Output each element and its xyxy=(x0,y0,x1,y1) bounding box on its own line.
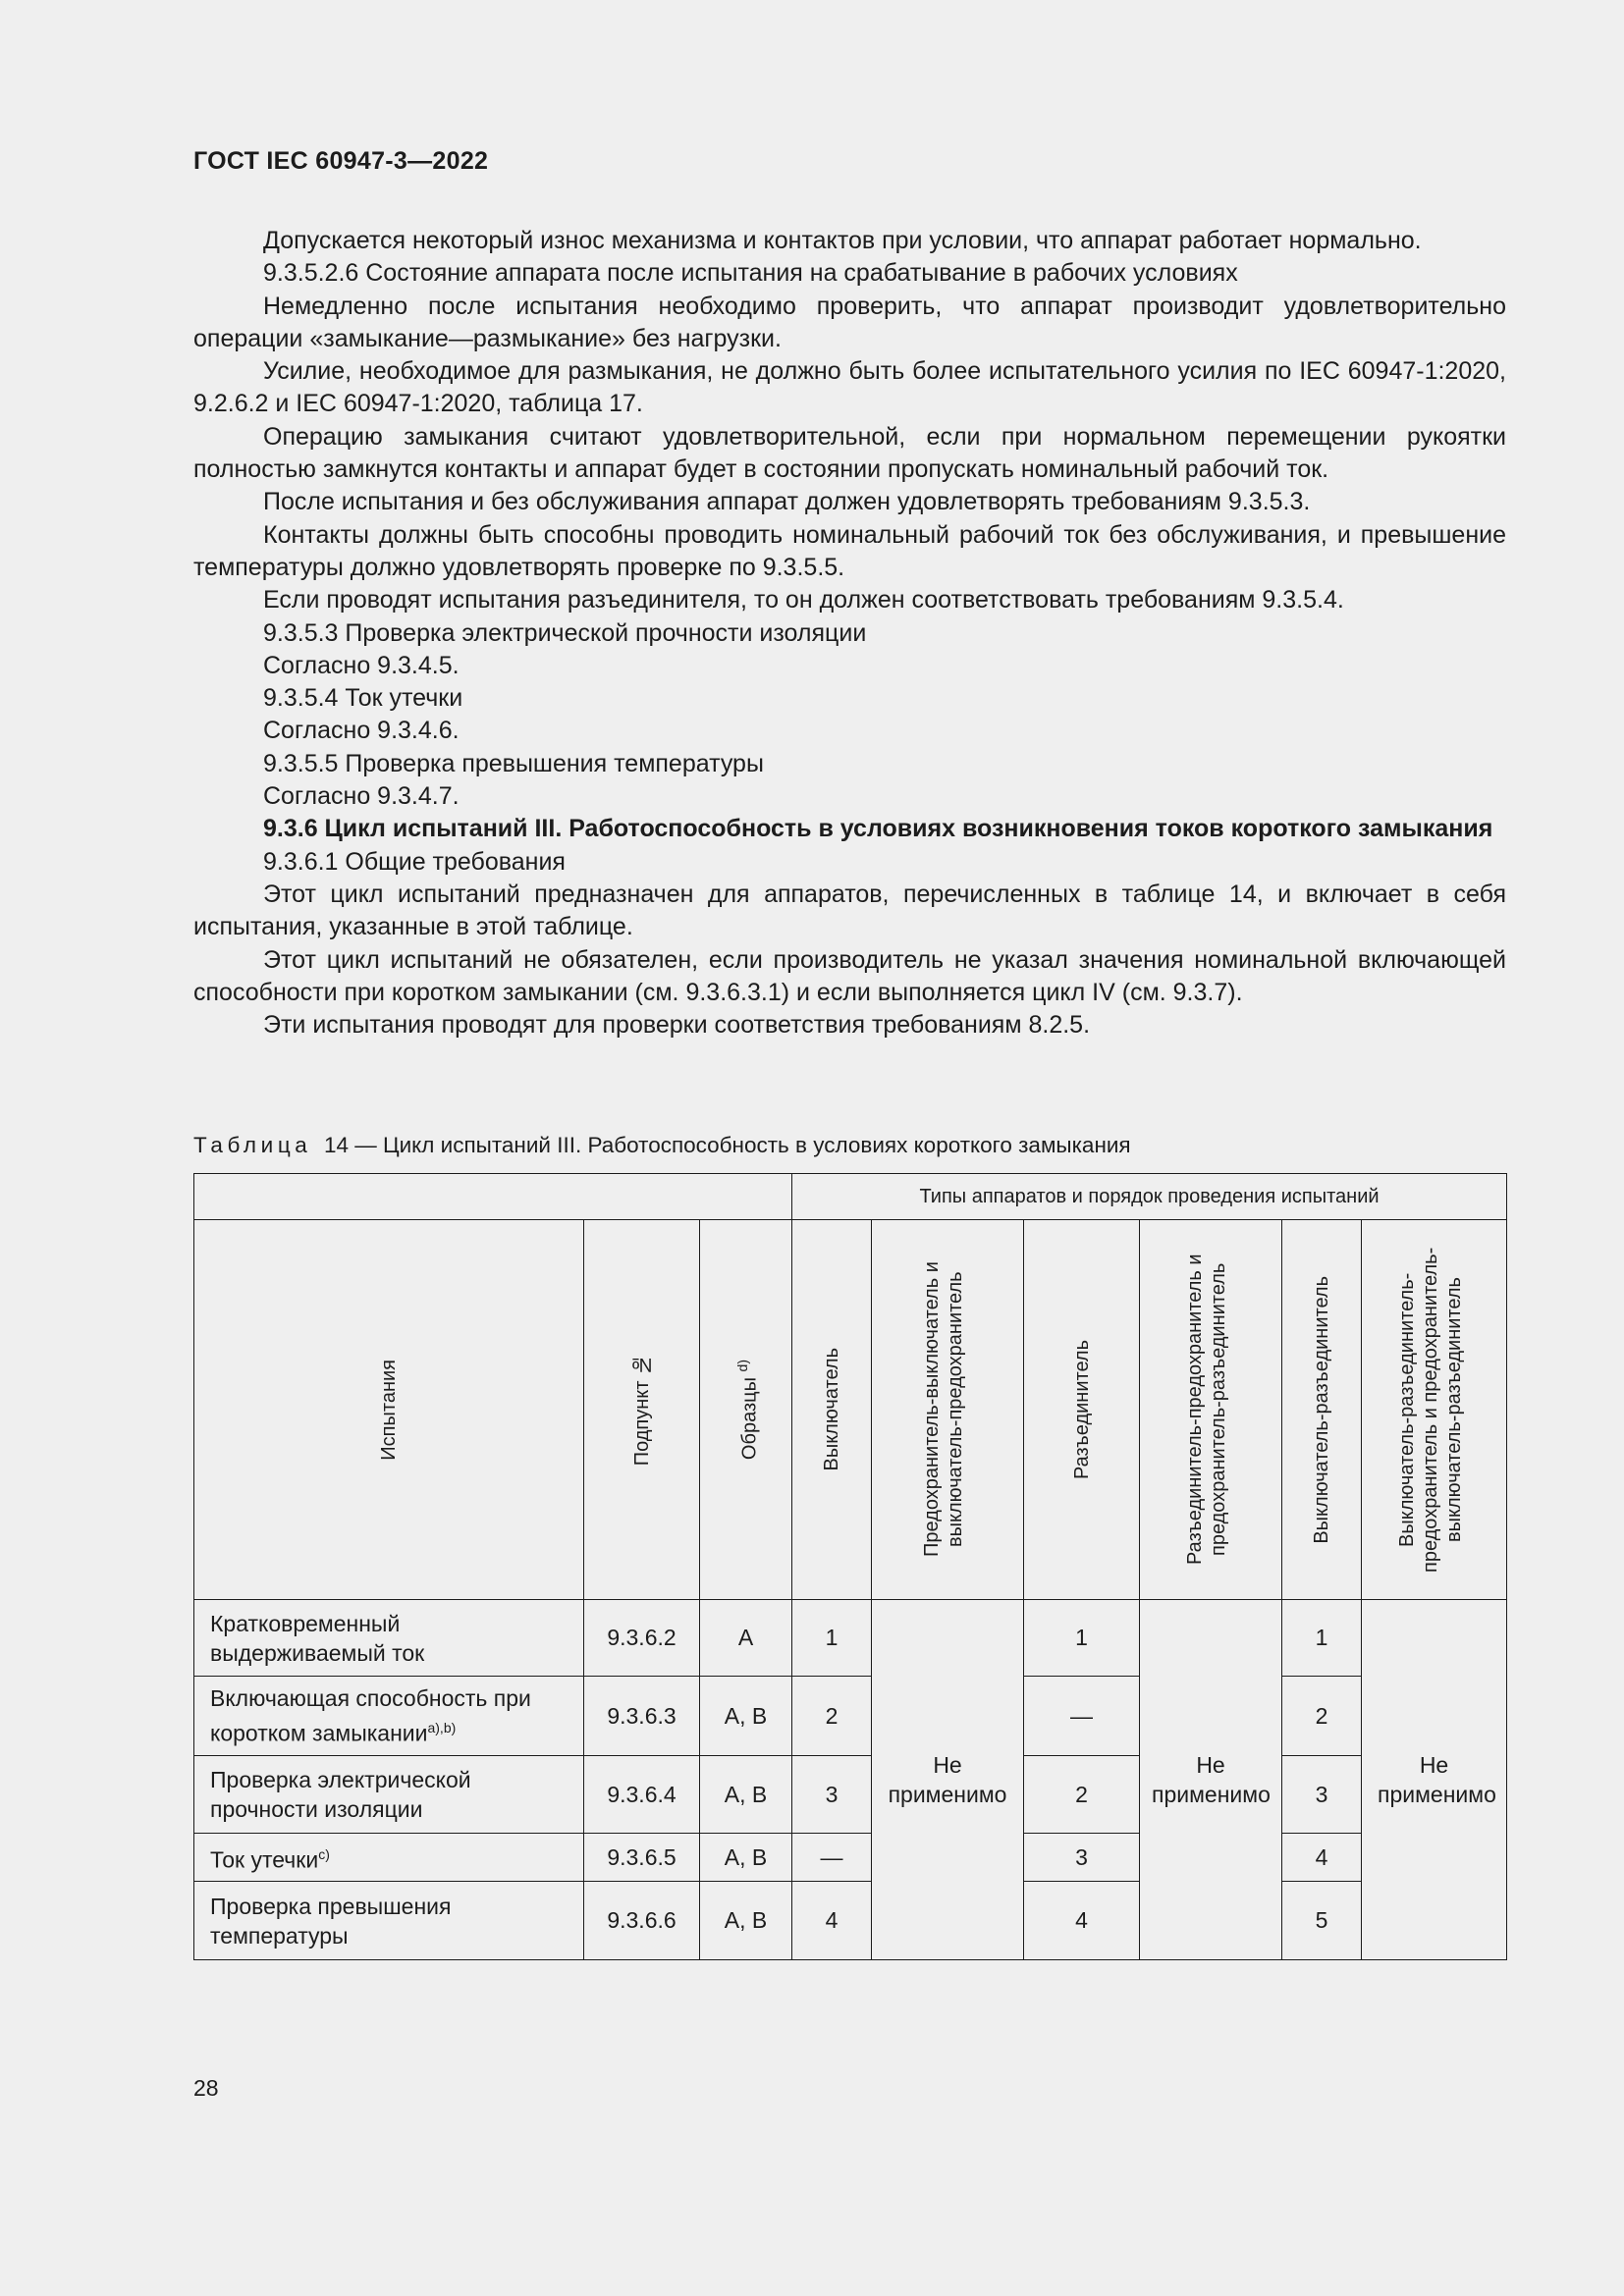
switch-order-cell: 2 xyxy=(792,1677,872,1756)
paragraph: 9.3.5.2.6 Состояние аппарата после испытания на срабатывание в рабочих условиях xyxy=(263,259,1238,288)
table-row xyxy=(194,1600,1507,1677)
col-header-switch-disconnector: Выключатель-разъединитель xyxy=(1282,1220,1362,1600)
col-header-disconnector: Разъединитель xyxy=(1024,1220,1140,1600)
test-name-cell: Кратковременный выдерживаемый ток xyxy=(194,1600,584,1677)
switch-order-cell: 3 xyxy=(792,1756,872,1834)
switch-disconnector-order-cell: 3 xyxy=(1282,1756,1362,1834)
switch-disconnector-order-cell: 1 xyxy=(1282,1600,1362,1677)
table-caption-word: Таблица xyxy=(193,1133,312,1157)
test-cycle-table xyxy=(193,1173,1507,1960)
samples-cell: A, B xyxy=(700,1834,792,1882)
table-row xyxy=(194,1834,1507,1882)
col-header-samples: Образцы $^{d)}$ xyxy=(700,1220,792,1600)
switch-disconnector-order-cell: 4 xyxy=(1282,1834,1362,1882)
test-name-cell: Проверка электрической прочности изоляции xyxy=(194,1756,584,1834)
clause-cell: 9.3.6.3 xyxy=(584,1677,700,1756)
col-header-fuse-disconnector: Разъединитель-предохранитель и предохранитель-разъединитель xyxy=(1140,1220,1282,1600)
col-header-clause: Подпункт № xyxy=(584,1220,700,1600)
paragraph: Этот цикл испытаний не обязателен, если производитель не указал значения номинальной включающей способности при коротком замыкании (см. 9.3.6.3.1) и если выполняется цикл IV (см. 9.3.7). xyxy=(193,945,1506,1006)
paragraph: Этот цикл испытаний предназначен для аппаратов, перечисленных в таблице 14, и включает в себя испытания, указанные в этой таблице. xyxy=(193,880,1506,941)
test-name-cell: Проверка превышения температуры xyxy=(194,1882,584,1960)
test-name-cell: Включающая способность при коротком замыкании$^{a),b)}$ xyxy=(194,1677,584,1756)
paragraph: После испытания и без обслуживания аппарат должен удовлетворять требованиям 9.3.5.3. xyxy=(263,488,1311,516)
samples-cell: A, B xyxy=(700,1677,792,1756)
clause-cell: 9.3.6.5 xyxy=(584,1834,700,1882)
paragraph: Согласно 9.3.4.6. xyxy=(263,717,460,745)
disconnector-order-cell: 2 xyxy=(1024,1756,1140,1834)
disconnector-order-cell: — xyxy=(1024,1677,1140,1756)
switch-order-cell: 1 xyxy=(792,1600,872,1677)
section-heading: 9.3.5.3 Проверка электрической прочности изоляции xyxy=(263,618,867,647)
header-blank-cell xyxy=(194,1174,792,1220)
col-header-test: Испытания xyxy=(194,1220,584,1600)
paragraph: Немедленно после испытания необходимо проверить, что аппарат производит удовлетворительно операции «замыкание—размыкание» без нагрузки. xyxy=(193,292,1506,352)
paragraph: Контакты должны быть способны проводить номинальный рабочий ток без обслуживания, и превышение температуры должно удовлетворять проверке по 9.3.5.5. xyxy=(193,520,1506,581)
clause-cell: 9.3.6.2 xyxy=(584,1600,700,1677)
samples-cell: A, B xyxy=(700,1882,792,1960)
table-caption-text: 14 — Цикл испытаний III. Работоспособность в условиях короткого замыкания xyxy=(323,1133,1131,1157)
body-text xyxy=(193,225,1506,1041)
disconnector-order-cell: 3 xyxy=(1024,1834,1140,1882)
paragraph: Согласно 9.3.4.7. xyxy=(263,782,460,811)
paragraph: Согласно 9.3.4.5. xyxy=(263,651,460,679)
switch-order-cell: 4 xyxy=(792,1882,872,1960)
disconnector-order-cell: 4 xyxy=(1024,1882,1140,1960)
disconnector-order-cell: 1 xyxy=(1024,1600,1140,1677)
paragraph: Операцию замыкания считают удовлетворительной, если при нормальном перемещении рукоятки полностью замкнутся контакты и аппарат будет в состоянии пропускать номинальный рабочий ток. xyxy=(193,422,1506,484)
table-row xyxy=(194,1677,1507,1756)
fuse-disconnector-not-applicable: Не применимо xyxy=(1140,1600,1282,1960)
switch-disconnector-fuse-not-applicable: Не применимо xyxy=(1362,1600,1507,1960)
samples-cell: A, B xyxy=(700,1756,792,1834)
col-header-fuse-switch: Предохранитель-выключатель и выключатель-предохранитель xyxy=(872,1220,1024,1600)
header-device-types: Типы аппаратов и порядок проведения испытаний xyxy=(792,1174,1507,1220)
samples-cell: A xyxy=(700,1600,792,1677)
switch-order-cell: — xyxy=(792,1834,872,1882)
section-heading: 9.3.5.4 Ток утечки xyxy=(263,684,463,713)
clause-cell: 9.3.6.4 xyxy=(584,1756,700,1834)
table-row xyxy=(194,1756,1507,1834)
paragraph: Если проводят испытания разъединителя, то он должен соответствовать требованиям 9.3.5.4. xyxy=(263,586,1344,614)
section-heading: 9.3.6.1 Общие требования xyxy=(263,847,566,876)
table-caption xyxy=(193,1133,1131,1158)
page-number: 28 xyxy=(193,2075,219,2101)
table-row xyxy=(194,1882,1507,1960)
switch-disconnector-order-cell: 5 xyxy=(1282,1882,1362,1960)
page-header: ГОСТ IEC 60947-3—2022 xyxy=(193,147,489,175)
paragraph: Усилие, необходимое для размыкания, не должно быть более испытательного усилия по IEC 60947-1:2020, 9.2.6.2 и IEC 60947-1:2020, таблица 17. xyxy=(193,357,1506,418)
col-header-switch: Выключатель xyxy=(792,1220,872,1600)
paragraph: Эти испытания проводят для проверки соответствия требованиям 8.2.5. xyxy=(263,1011,1091,1040)
clause-cell: 9.3.6.6 xyxy=(584,1882,700,1960)
test-name-cell: Ток утечки$^{c)}$ xyxy=(194,1834,584,1882)
switch-disconnector-order-cell: 2 xyxy=(1282,1677,1362,1756)
paragraph: Допускается некоторый износ механизма и контактов при условии, что аппарат работает нормально. xyxy=(263,227,1422,254)
col-header-switch-disconnector-fuse: Выключатель-разъединитель-предохранитель и предохранитель-выключатель-разъединитель xyxy=(1362,1220,1507,1600)
fuse-switch-not-applicable: Не применимо xyxy=(872,1600,1024,1960)
section-heading-bold: 9.3.6 Цикл испытаний III. Работоспособность в условиях возникновения токов короткого замыкания xyxy=(263,815,1493,843)
section-heading: 9.3.5.5 Проверка превышения температуры xyxy=(263,749,764,777)
